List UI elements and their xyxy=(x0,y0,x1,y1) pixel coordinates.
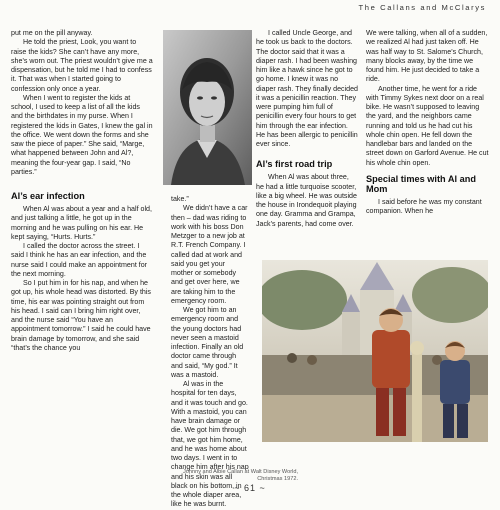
paragraph: When Al was about a year and a half old, and just talking a little, he got up in the morning and he was pulling on his ear. He kept saying, “Hurts. Hurts.” xyxy=(11,205,152,241)
paragraph: We got him to an emergency room and the young doctors had never seen a mastoid infection. Finally an old doctor came through and said, “My god.” It was a mastoid. xyxy=(171,306,244,379)
section-heading: Al’s first road trip xyxy=(256,159,333,170)
paragraph: Al was in the hospital for ten days, and it was touch and go. With a mastoid, you can have brain damage or die. We got him through that, we got him home, and he was home about two days. I went in to change him after his nap and his skin was all black on his bottom, in the whole diaper area, like he was burnt. xyxy=(171,380,249,509)
paragraph: put me on the pill anyway. xyxy=(11,29,93,37)
paragraph: We didn’t have a car then – dad was riding to work with his boss Don Metzger to a new job at R.T. French Company. I called dad at work and said you get your mother or somebody and get over here, we are taking him to the emergency room. xyxy=(171,204,248,305)
paragraph: So I put him in for his nap, and when he got up, his whole head was distorted. By this time, his ear was pointing straight out from his head. I said can I bring him right over, and the nurse said “You have an appointment tomorrow.” I said he could have brain damage by tomorrow, and she said “that’s the chance you xyxy=(11,279,151,352)
portrait-photo xyxy=(163,30,252,185)
column-1 xyxy=(11,29,153,353)
running-header: The Callans and McClarys xyxy=(358,3,486,12)
paragraph: I called the doctor across the street. I said I think he has an ear infection, and the nurse said I could make an appointment for the next morning. xyxy=(11,242,148,278)
paragraph: I called Uncle George, and he took us back to the doctors. The doctor said that it was a diaper rash. I had been washing him like a hawk since he got to go home. I knew it was no diaper rash. They finally decided it was a penicillin reaction. They were pumping him full of penicillin every four hours to get him through the ear infection. He has been allergic to penicillin ever since. xyxy=(256,29,359,148)
photo-caption: Johnny and Albie Callan at Walt Disney World, Christmas 1972. xyxy=(182,469,298,482)
paragraph: When I went to register the kids at school, I used to keep a list of all the kids and the birthdates in my purse. When I registered the kids in Gates, I knew the gal in the office. We went down the forms and she saw the piece of paper.” She said, “Marge, what happened between John and Al?, meaning the four-year gap. I said, “No parties.” xyxy=(11,93,153,176)
paragraph: We were talking, when all of a sudden, we realized Al had just taken off. He was half way to St. Salome’s Church, many blocks away, by the time we found him. He just decided to take a ride. xyxy=(366,29,488,84)
paragraph: He told the priest, Look, you want to raise the kids? She can’t have any more, she’s worn out. The priest wouldn’t give me a dispensation, but he told me I had to confess it. That was when I started going to confession only once a year. xyxy=(11,38,153,93)
paragraph: When Al was about three, he had a little turquoise scooter, like a big wheel. He was outside the house in Irondequoit playing one day. Gramma and Grampa, Jack’s parents, had come over. xyxy=(256,173,357,228)
section-heading: Al’s ear infection xyxy=(11,191,85,201)
page-number: ~ 61 ~ xyxy=(234,483,266,493)
paragraph: Another time, he went for a ride with Timmy Sykes next door on a real bike. He wasn’t supposed to leaving the yard, and the neighbors came running and told us he had cut his whole chin open. He fell down the handlebar bars and landed on the street down on Garford Avenue. He cut his whole chin open. xyxy=(366,84,489,167)
disney-world-photo xyxy=(262,260,488,442)
paragraph: take.” xyxy=(171,195,189,203)
column-3 xyxy=(256,29,358,229)
section-heading: Special times with Al and Mom xyxy=(366,173,476,194)
paragraph: I said before he was my constant companion. When he xyxy=(366,197,482,215)
column-4 xyxy=(366,29,490,216)
column-2 xyxy=(171,195,249,510)
